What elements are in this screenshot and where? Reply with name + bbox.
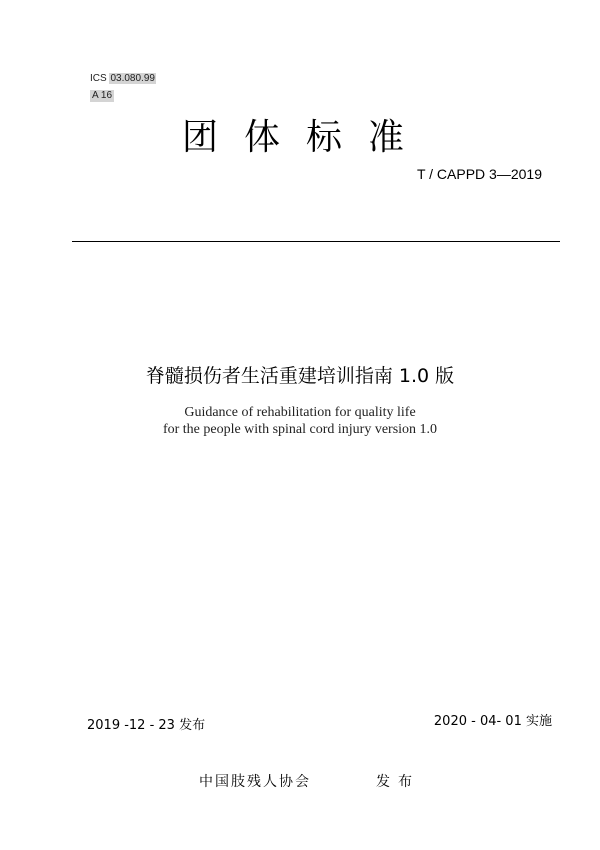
ics-prefix: ICS (90, 73, 110, 84)
ics-code: 03.080.99 (110, 73, 155, 84)
publisher-name: 中国肢残人协会 (199, 774, 311, 790)
standard-type-heading: 团体标准 (182, 117, 431, 158)
ics-code-line (90, 73, 156, 85)
publish-label: 发布 (376, 774, 420, 790)
implementation-date: 2020 - 04- 01 实施 (433, 714, 552, 729)
standard-number: T / CAPPD 3—2019 (416, 166, 542, 182)
english-title-line-2: for the people with spinal cord injury version 1.0 (162, 422, 438, 437)
header-divider (72, 241, 560, 242)
english-title-line-1: Guidance of rehabilitation for quality life (184, 405, 416, 420)
issue-date: 2019 -12 - 23 发布 (87, 718, 206, 733)
document-title-chinese: 脊髓损伤者生活重建培训指南 1.0 版 (145, 365, 455, 387)
document-title-english (0, 404, 600, 438)
classification-code: A 16 (92, 90, 113, 101)
